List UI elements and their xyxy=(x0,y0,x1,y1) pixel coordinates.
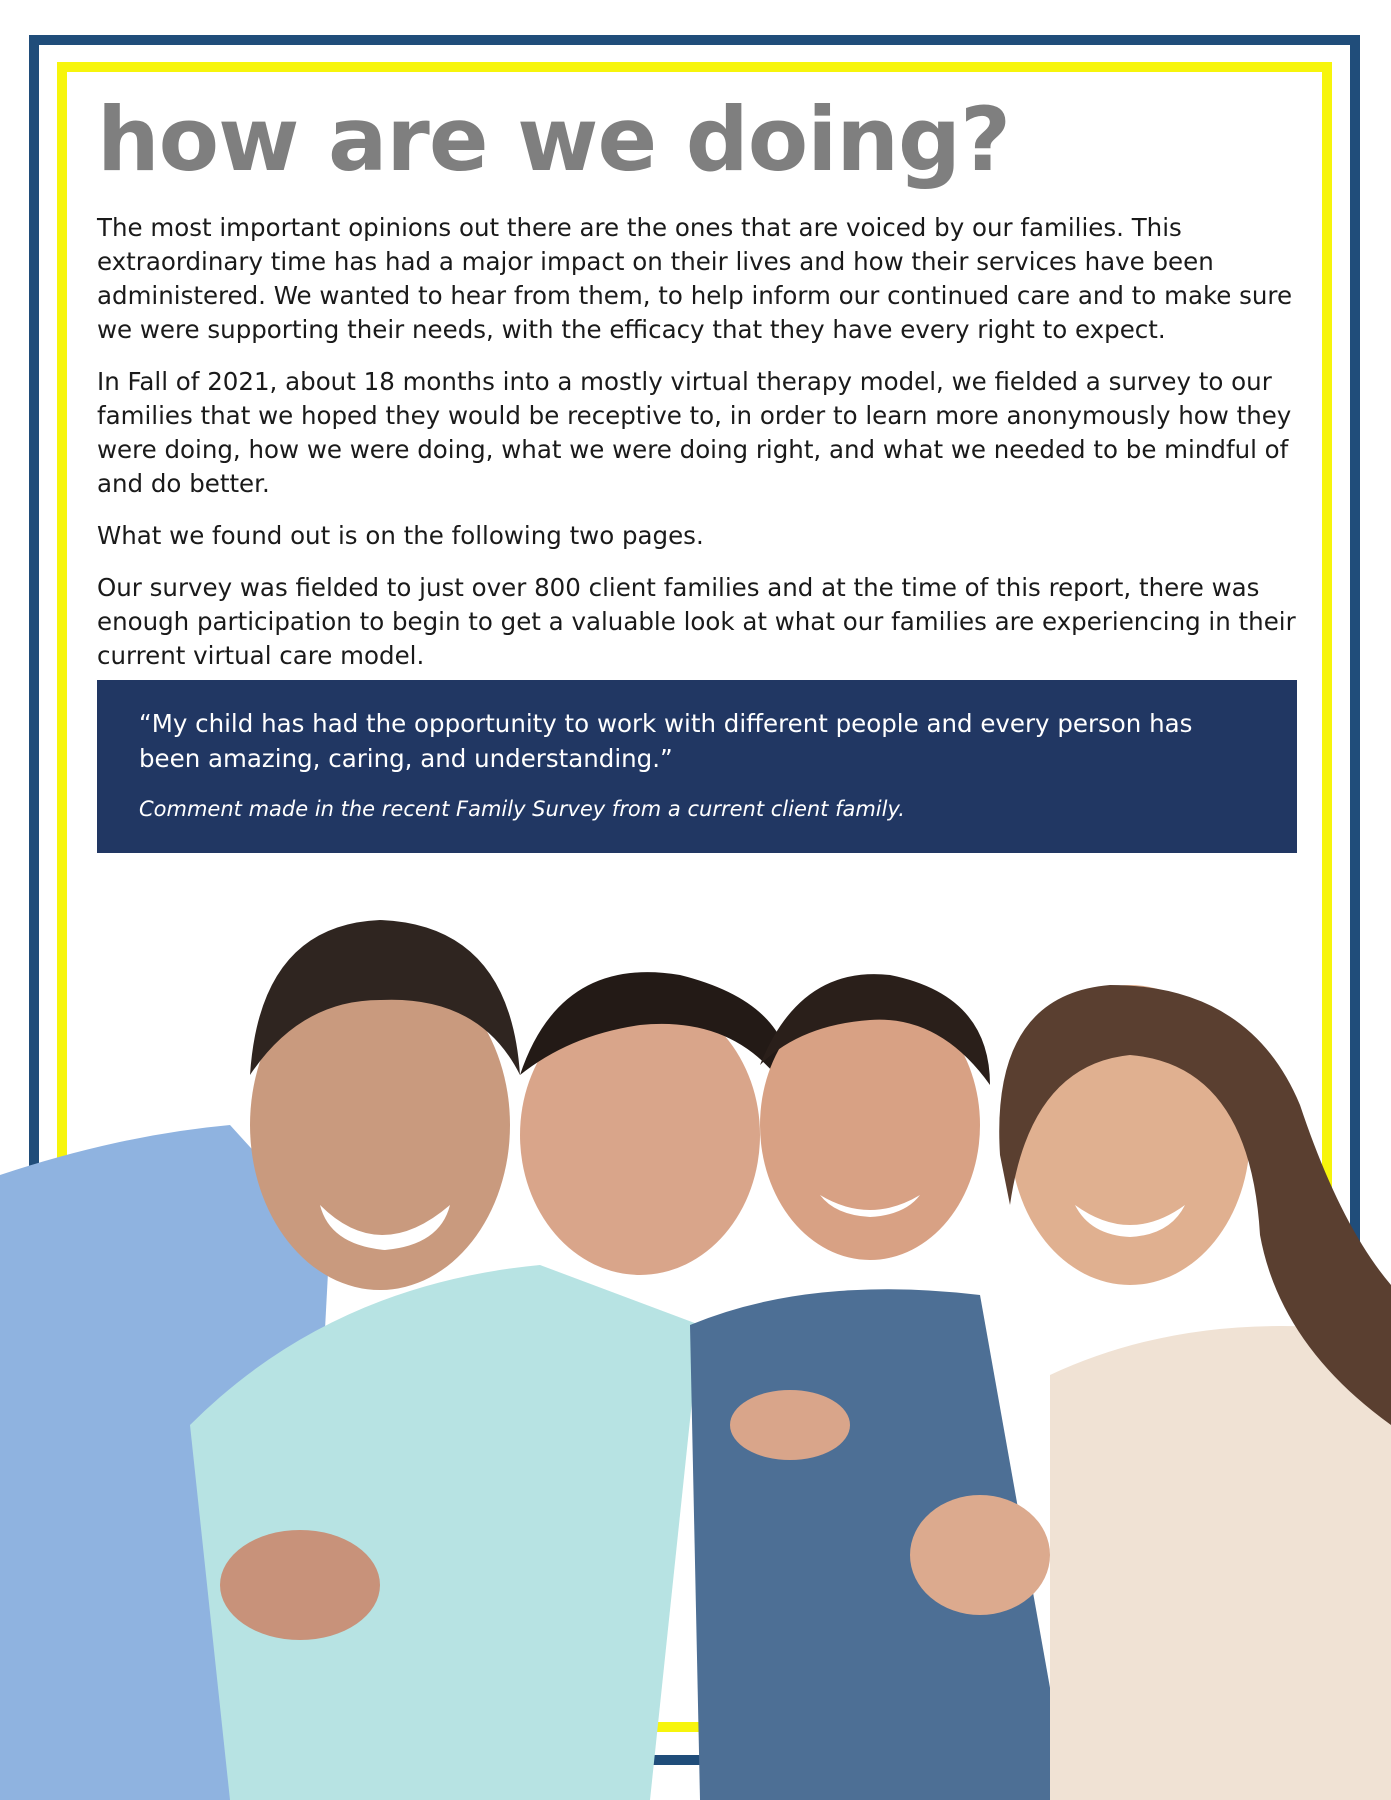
quote-attribution: Comment made in the recent Family Survey from a current client family. xyxy=(139,797,905,821)
findings-paragraph: What we found out is on the following two pages. xyxy=(97,520,704,550)
boy-hand xyxy=(730,1390,850,1460)
family-photo xyxy=(0,905,1391,1800)
father-hand xyxy=(220,1530,380,1640)
intro-paragraph: The most important opinions out there are the ones that are voiced by our families. This extraordinary time has had a major impact on their lives and how their services have been administered. We wanted to hear from them, to help inform our continued care and to make sure we were supporting their needs, with the efficacy that they have every right to expect. xyxy=(97,212,1293,344)
participation-paragraph: Our survey was fielded to just over 800 client families and at the time of this report, there was enough participation to begin to get a valuable look at what our families are experiencing in their current virtual care model. xyxy=(97,572,1296,670)
quote-text: “My child has had the opportunity to work with different people and every person has been amazing, caring, and understanding.” xyxy=(139,709,1193,773)
quote-callout xyxy=(97,680,1297,853)
main-content xyxy=(97,88,1297,673)
mother-hand xyxy=(910,1495,1050,1615)
page-title: how are we doing? xyxy=(97,88,1011,191)
survey-paragraph: In Fall of 2021, about 18 months into a mostly virtual therapy model, we fielded a survey to our families that we hoped they would be receptive to, in order to learn more anonymously how they were doing, how we were doing, what we were doing right, and what we needed to be mindful of and do better. xyxy=(97,366,1292,498)
mother-blouse xyxy=(1050,1326,1391,1800)
family-photo-illustration xyxy=(0,905,1391,1800)
